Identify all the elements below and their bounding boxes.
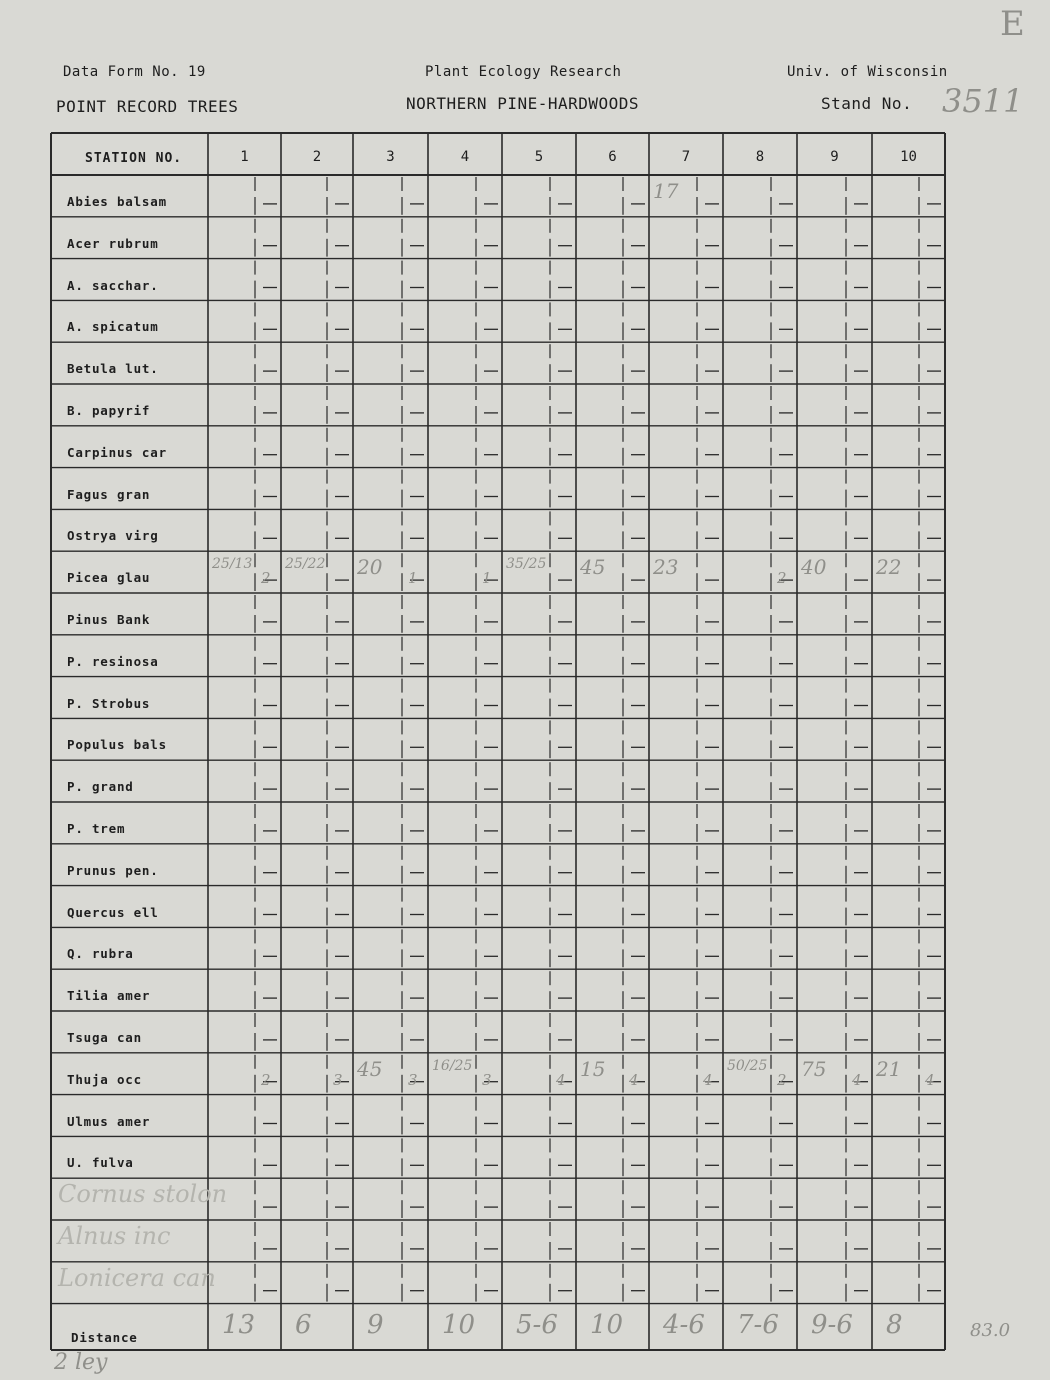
column-header-1: 1 xyxy=(240,149,249,165)
form-title: POINT RECORD TREES xyxy=(56,97,239,116)
handwritten-species-label: Lonicera can xyxy=(58,1263,216,1292)
handwritten-entry: 4 xyxy=(852,1070,862,1089)
handwritten-entry: 17 xyxy=(653,179,679,203)
distance-value: 6 xyxy=(295,1309,312,1340)
station-header: STATION NO. xyxy=(85,151,183,166)
handwritten-entry: 2 xyxy=(261,569,271,588)
handwritten-entry: 21 xyxy=(876,1056,902,1081)
column-header-2: 2 xyxy=(312,149,322,165)
species-label: A. spicatum xyxy=(67,319,159,335)
university: Univ. of Wisconsin xyxy=(787,64,948,80)
handwritten-entry: 3 xyxy=(333,1070,343,1089)
species-label: P. grand xyxy=(67,779,134,795)
distance-value: 9 xyxy=(367,1309,384,1340)
handwritten-species-label: Cornus stolon xyxy=(58,1180,228,1209)
distance-value: 7-6 xyxy=(737,1309,779,1340)
handwritten-entry: 22 xyxy=(876,555,902,580)
handwritten-entry: 45 xyxy=(357,1056,383,1081)
species-label: P. Strobus xyxy=(67,695,151,711)
handwritten-entry: 1 xyxy=(408,569,418,588)
species-label: Picea glau xyxy=(67,570,151,586)
species-label: Pinus Bank xyxy=(67,612,151,627)
handwritten-entry: 25/13 xyxy=(212,556,253,573)
handwritten-entry: 2 xyxy=(777,1070,787,1089)
handwritten-entry: 4 xyxy=(703,1070,713,1089)
form-number: Data Form No. 19 xyxy=(63,64,206,80)
stand-label: Stand No. xyxy=(821,94,913,113)
handwritten-entry: 4 xyxy=(925,1070,935,1089)
handwritten-entry: 40 xyxy=(801,555,827,580)
column-header-10: 10 xyxy=(900,149,917,165)
species-label: U. fulva xyxy=(67,1155,134,1171)
handwritten-entry: 1 xyxy=(482,569,492,588)
distance-value: 5-6 xyxy=(516,1309,558,1340)
organization: Plant Ecology Research xyxy=(425,64,622,80)
column-header-8: 8 xyxy=(755,149,765,165)
distance-label: Distance xyxy=(71,1330,138,1345)
species-label: Tsuga can xyxy=(67,1030,142,1045)
column-header-5: 5 xyxy=(534,149,544,165)
species-label: Carpinus car xyxy=(67,444,167,460)
species-label: A. sacchar. xyxy=(67,277,159,293)
handwritten-entry: 3 xyxy=(408,1070,418,1089)
column-header-4: 4 xyxy=(460,149,470,165)
handwritten-entry: 2 xyxy=(777,569,787,588)
stand-number: 3511 xyxy=(942,82,1024,120)
column-header-7: 7 xyxy=(681,149,691,165)
handwritten-entry: 2 xyxy=(261,1070,271,1089)
distance-total: 83.0 xyxy=(970,1320,1011,1341)
handwritten-entry: 4 xyxy=(556,1070,566,1089)
distance-value: 13 xyxy=(222,1309,256,1340)
handwritten-entry: 23 xyxy=(653,555,679,580)
species-label: Ulmus amer xyxy=(67,1113,151,1129)
corner-mark: E xyxy=(1000,4,1025,44)
species-label: Prunus pen. xyxy=(67,862,159,878)
handwritten-entry: 20 xyxy=(357,555,383,580)
species-label: Acer rubrum xyxy=(67,235,159,251)
handwritten-entry: 15 xyxy=(580,1056,606,1081)
handwritten-entry: 3 xyxy=(482,1070,492,1089)
distance-value: 9-6 xyxy=(811,1309,853,1340)
species-label: Fagus gran xyxy=(67,486,151,502)
handwritten-entry: 16/25 xyxy=(432,1057,473,1074)
handwritten-entry: 35/25 xyxy=(506,556,547,573)
distance-value: 10 xyxy=(442,1309,476,1340)
column-header-6: 6 xyxy=(608,149,617,165)
handwritten-entry: 50/25 xyxy=(727,1057,768,1074)
handwritten-entry: 4 xyxy=(629,1070,639,1089)
handwritten-species-label: Alnus inc xyxy=(58,1222,171,1250)
distance-value: 8 xyxy=(886,1309,903,1340)
species-label: Abies balsam xyxy=(67,194,167,209)
distance-value: 4-6 xyxy=(663,1309,705,1340)
species-label: Thuja occ xyxy=(67,1071,142,1087)
form-subtitle: NORTHERN PINE-HARDWOODS xyxy=(406,94,640,113)
handwritten-entry: 75 xyxy=(801,1056,827,1081)
species-label: Populus bals xyxy=(67,737,167,753)
column-header-3: 3 xyxy=(386,149,395,165)
species-label: P. resinosa xyxy=(67,653,159,669)
distance-value: 10 xyxy=(590,1309,624,1340)
species-label: P. trem xyxy=(67,821,126,836)
handwritten-entry: 25/22 xyxy=(285,556,326,573)
species-label: Q. rubra xyxy=(67,946,134,962)
handwritten-entry: 45 xyxy=(580,555,606,580)
species-label: Quercus ell xyxy=(67,904,159,920)
species-label: Ostrya virg xyxy=(67,528,159,544)
column-header-9: 9 xyxy=(830,149,839,165)
species-label: B. papyrif xyxy=(67,403,151,418)
bottom-note: 2 ley xyxy=(54,1350,108,1375)
species-label: Tilia amer xyxy=(67,988,151,1004)
species-label: Betula lut. xyxy=(67,361,159,377)
